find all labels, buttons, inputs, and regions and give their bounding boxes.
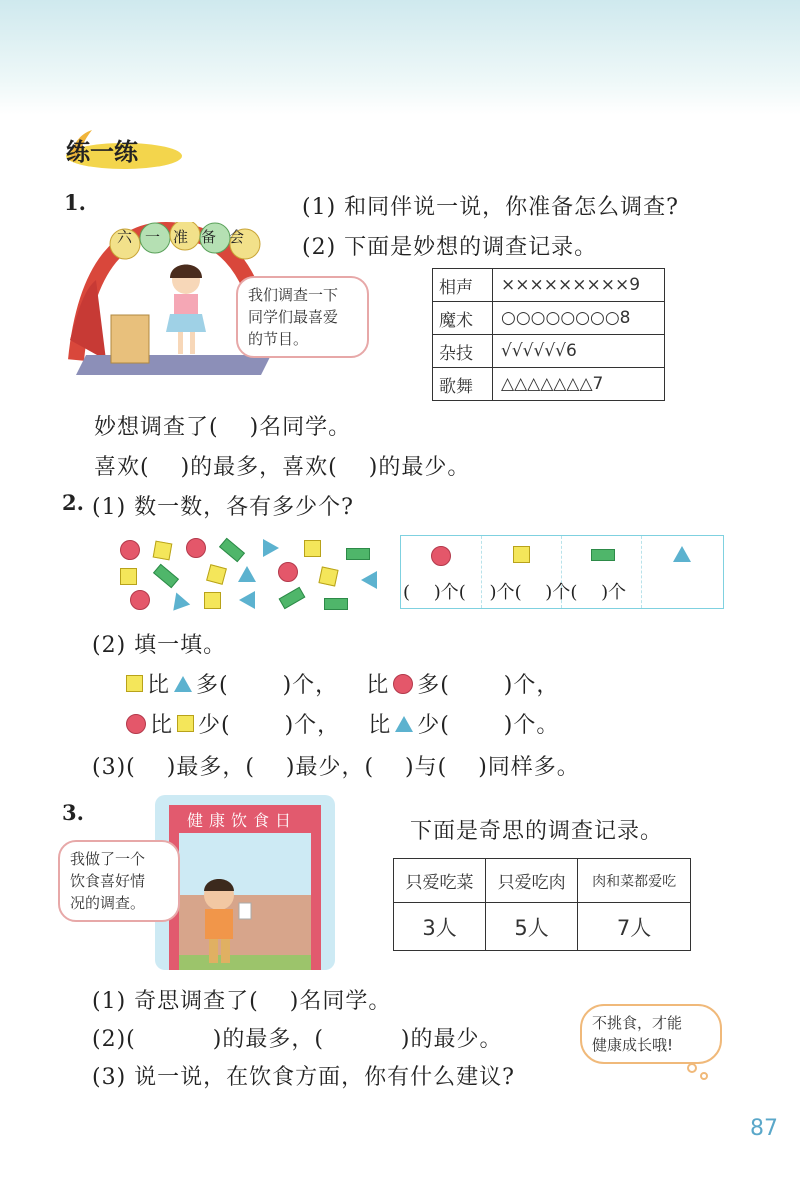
table-cell: 5人	[486, 903, 578, 951]
rectangle-shape	[279, 587, 306, 609]
triangle-shape	[168, 589, 190, 610]
bubble-line: 饮食喜好情	[70, 872, 146, 890]
count-blank[interactable]: ( )	[403, 582, 441, 603]
section-title: 练一练	[66, 138, 138, 166]
triangle-shape	[174, 676, 192, 692]
header-band	[0, 0, 800, 115]
shape-pile	[120, 538, 380, 610]
rectangle-shape	[153, 564, 179, 589]
square-shape	[304, 540, 321, 557]
bubble-line: 我做了一个	[70, 850, 146, 868]
q2-prompt3: (3)( )最多，( )最少，( )与( )同样多。	[92, 755, 580, 780]
circle-shape	[431, 546, 451, 566]
table-cell: ×××××××××9	[493, 269, 665, 302]
q3-record-table	[393, 858, 691, 951]
bubble-line: 不挑食，才能	[592, 1014, 683, 1032]
row-text: 比	[150, 713, 174, 738]
q1-record-table	[432, 268, 665, 401]
table-cell: √√√√√√6	[493, 335, 665, 368]
banner-text: 六一准备会	[117, 228, 258, 246]
table-cell: 7人	[578, 903, 691, 951]
circle-shape	[120, 540, 140, 560]
triangle-shape	[239, 591, 255, 609]
row-text: 比	[366, 673, 390, 698]
table-cell: 杂技	[433, 335, 493, 368]
row-text: 多( )个，	[417, 673, 560, 698]
table-cell: 3人	[394, 903, 486, 951]
square-shape	[153, 541, 173, 561]
circle-shape	[126, 714, 146, 734]
q1-prompt1: (1) 和同伴说一说，你准备怎么调查?	[302, 195, 679, 220]
q2-number: 2.	[62, 490, 84, 515]
circle-shape	[278, 562, 298, 582]
q2-row2	[126, 708, 559, 739]
triangle-shape	[395, 716, 413, 732]
row-text: 少( )个。	[417, 713, 560, 738]
bubble-line: 我们调查一下	[248, 286, 339, 304]
rectangle-shape	[219, 538, 245, 563]
count-cell	[641, 536, 721, 608]
row-text: 多( )个，	[196, 673, 339, 698]
q1-speech-bubble	[236, 276, 369, 358]
booth-sign: 健康饮食日	[187, 811, 298, 830]
q2-prompt2: (2) 填一填。	[92, 633, 227, 658]
q1-line1: 妙想调查了( )名同学。	[94, 415, 352, 440]
count-unit: 个	[440, 582, 459, 603]
q3-line1: (1) 奇思调查了( )名同学。	[92, 989, 392, 1014]
table-cell: 魔术	[433, 302, 493, 335]
count-unit: 个	[552, 582, 571, 603]
circle-shape	[186, 538, 206, 558]
q3-line3: (3) 说一说，在饮食方面，你有什么建议?	[92, 1065, 515, 1090]
q2-row1	[126, 668, 559, 699]
square-shape	[318, 566, 338, 586]
rectangle-shape	[324, 598, 348, 610]
triangle-shape	[238, 566, 256, 582]
count-unit: 个	[496, 582, 515, 603]
table-cell: 歌舞	[433, 368, 493, 401]
q3-intro: 下面是奇思的调查记录。	[410, 819, 664, 844]
bubble-line: 同学们最喜爱	[248, 308, 339, 326]
row-text: 比	[147, 673, 171, 698]
count-blank[interactable]: ( )	[514, 582, 553, 603]
circle-shape	[130, 590, 150, 610]
triangle-shape	[263, 539, 279, 557]
page-number: 87	[750, 1116, 778, 1141]
square-shape	[126, 675, 143, 692]
square-shape	[513, 546, 530, 563]
triangle-shape	[361, 571, 377, 589]
count-unit: 个	[608, 582, 627, 603]
bubble-line: 况的调查。	[70, 894, 146, 912]
count-blank[interactable]: ( )	[458, 582, 497, 603]
table-header: 只爱吃菜	[394, 859, 486, 903]
bubble-line: 健康成长哦!	[592, 1036, 674, 1054]
q1-prompt2: (2) 下面是妙想的调查记录。	[302, 235, 598, 260]
q3-number: 3.	[62, 800, 84, 825]
q3-line2: (2)( )的最多，( )的最少。	[92, 1027, 503, 1052]
tip-thought-bubble	[580, 1004, 722, 1064]
triangle-shape	[673, 546, 691, 562]
thought-dots	[686, 1062, 716, 1082]
q1-line2: 喜欢( )的最多，喜欢( )的最少。	[94, 455, 471, 480]
count-blanks	[403, 578, 626, 604]
rectangle-shape	[591, 549, 615, 561]
count-answer-box	[400, 535, 724, 609]
square-shape	[120, 568, 137, 585]
circle-shape	[393, 674, 413, 694]
square-shape	[204, 592, 221, 609]
q2-prompt1: (1) 数一数，各有多少个?	[92, 495, 354, 520]
q1-number: 1.	[64, 190, 86, 215]
square-shape	[177, 715, 194, 732]
q3-speech-bubble	[58, 840, 180, 922]
rectangle-shape	[346, 548, 370, 560]
row-text: 少( )个，	[198, 713, 341, 738]
table-header: 只爱吃肉	[486, 859, 578, 903]
count-blank[interactable]: ( )	[570, 582, 609, 603]
table-header: 肉和菜都爱吃	[578, 859, 691, 903]
table-cell: 相声	[433, 269, 493, 302]
bubble-line: 的节目。	[248, 330, 309, 348]
table-cell: ○○○○○○○○8	[493, 302, 665, 335]
row-text: 比	[368, 713, 392, 738]
table-cell: △△△△△△△7	[493, 368, 665, 401]
square-shape	[206, 564, 227, 585]
